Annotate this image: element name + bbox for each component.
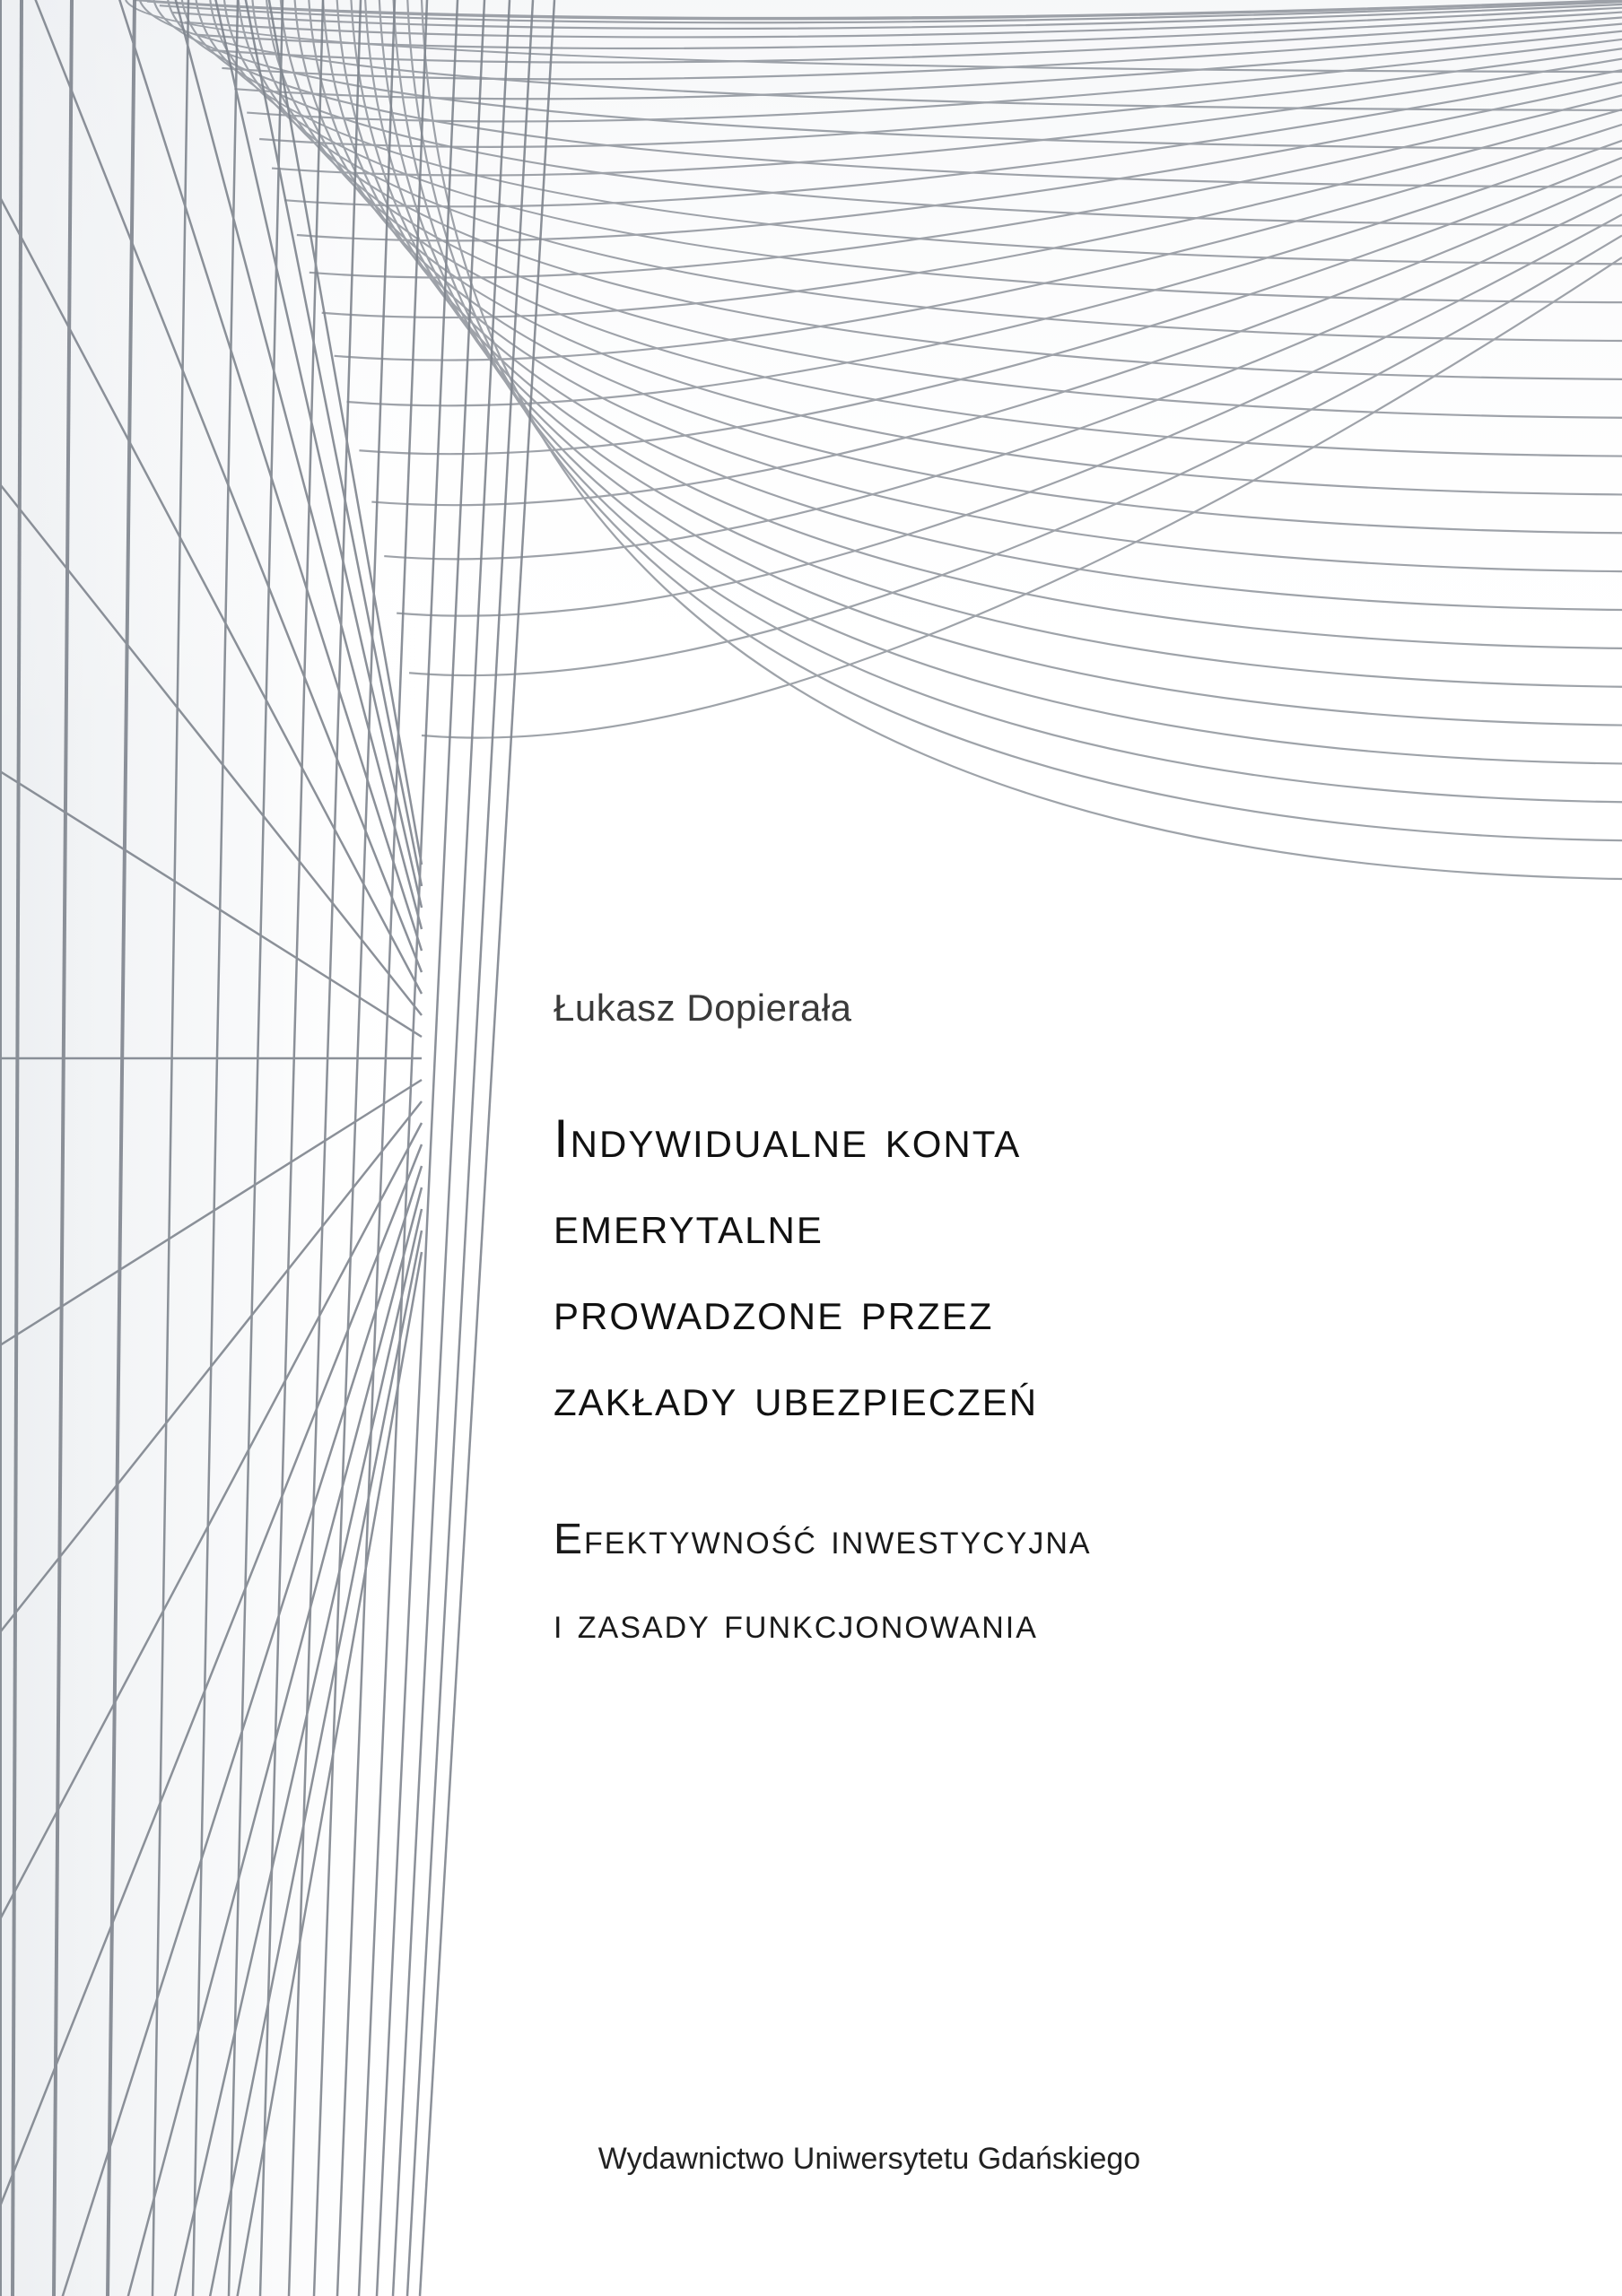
book-subtitle [554, 1498, 1558, 1666]
author-name: Łukasz Dopierała [554, 987, 852, 1029]
title-line: prowadzone przez [554, 1281, 994, 1341]
subtitle-line: i zasady funkcjonowania [554, 1600, 1038, 1648]
book-title [554, 1096, 1558, 1440]
publisher-name: Wydawnictwo Uniwersytetu Gdańskiego [597, 2142, 1141, 2176]
publisher-line [0, 2142, 1622, 2177]
subtitle-line: Efektywność inwestycyjna [554, 1516, 1092, 1563]
title-line: Indywidualne konta [554, 1109, 1022, 1169]
title-line: zakłady ubezpieczeń [554, 1367, 1039, 1427]
title-line: emerytalne [554, 1195, 824, 1255]
